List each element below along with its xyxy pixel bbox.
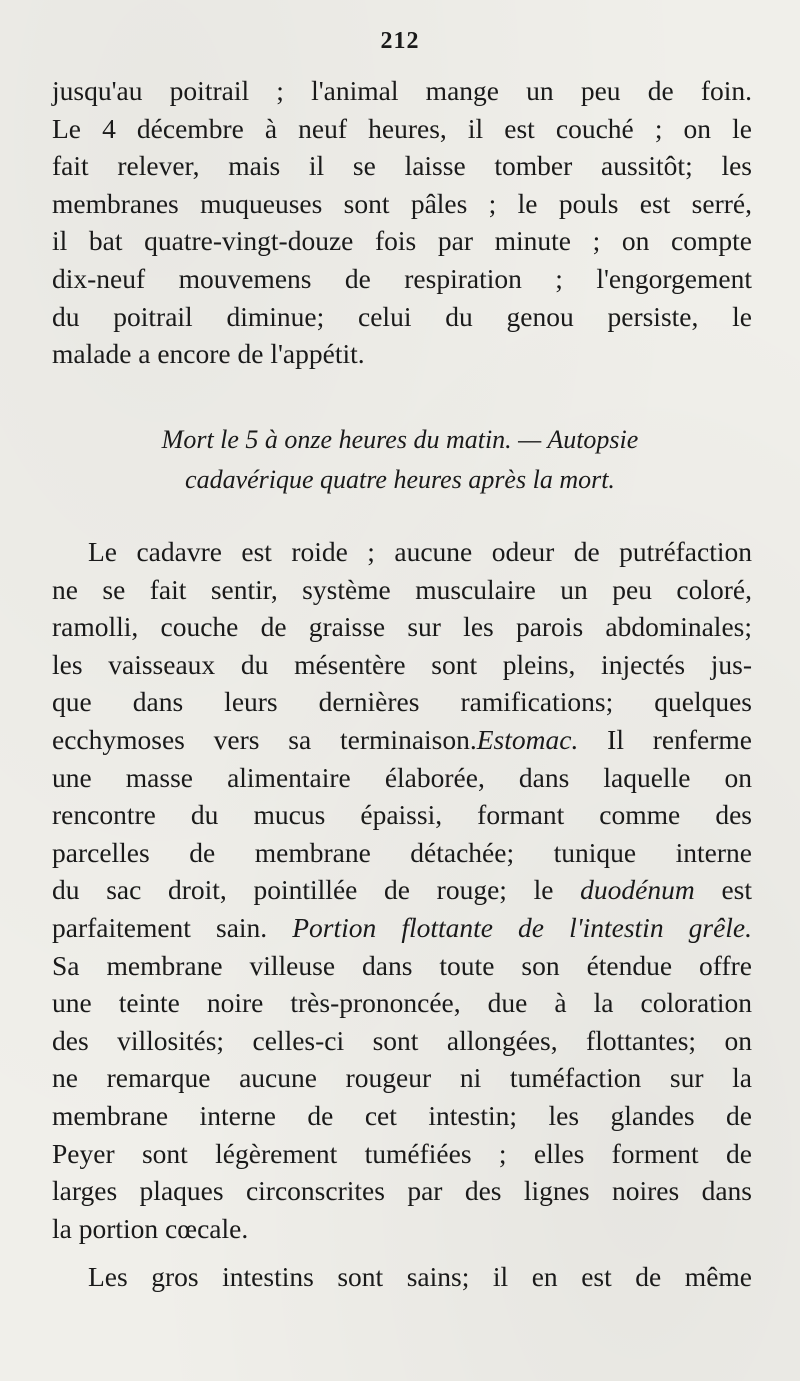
- text-line: une masse alimentaire élaborée, dans laquelle on: [52, 761, 752, 793]
- italic-term: Estomac.: [476, 723, 579, 755]
- text-line: fait relever, mais il se laisse tomber aussitôt; les: [52, 150, 752, 182]
- text-line: parcelles de membrane détachée; tunique interne: [52, 836, 752, 868]
- text-line: une teinte noire très-prononcée, due à la coloration: [52, 987, 752, 1019]
- text-run: du sac droit, pointillée de rouge; le: [52, 874, 581, 906]
- text-line: ne se fait sentir, système musculaire un peu coloré,: [52, 573, 752, 605]
- text-line: malade a encore de l'appétit.: [52, 338, 365, 370]
- text-run: Il renferme: [578, 723, 752, 755]
- text-line: larges plaques circonscrites par des lignes noires dans: [52, 1175, 752, 1207]
- text-line: ramolli, couche de graisse sur les parois abdominales;: [52, 611, 752, 643]
- text-line: des villosités; celles-ci sont allongées, flottantes; on: [52, 1024, 752, 1056]
- text-line: rencontre du mucus épaissi, formant comme des: [52, 799, 752, 831]
- text-line: les vaisseaux du mésentère sont pleins, injectés jus-: [52, 648, 752, 680]
- text-line: Sa membrane villeuse dans toute son étendue offre: [52, 949, 752, 981]
- paragraph-3: [52, 1258, 752, 1296]
- text-run: est: [694, 874, 752, 906]
- heading-line-1: Mort le 5 à onze heures du matin. — Autopsie: [161, 425, 639, 454]
- text-line: Les gros intestins sont sains; il en est de même: [88, 1261, 752, 1292]
- text-line: [52, 871, 752, 909]
- page-number: 212: [380, 28, 420, 54]
- text-run: parfaitement sain.: [52, 911, 293, 943]
- text-line: membrane interne de cet intestin; les glandes de: [52, 1099, 752, 1131]
- text-line: ne remarque aucune rougeur ni tuméfaction sur la: [52, 1062, 752, 1094]
- heading-line-2: cadavérique quatre heures après la mort.: [185, 465, 615, 494]
- text-line: que dans leurs dernières ramifications; quelques: [52, 686, 752, 718]
- text-line: il bat quatre-vingt-douze fois par minute ; on compte: [52, 225, 752, 257]
- text-line: [52, 909, 752, 947]
- text-line: la portion cœcale.: [52, 1212, 249, 1244]
- paragraph-2: [52, 533, 752, 1247]
- text-line: du poitrail diminue; celui du genou persiste, le: [52, 300, 752, 332]
- text-line: Le 4 décembre à neuf heures, il est couché ; on le: [52, 112, 752, 144]
- text-line: Peyer sont légèrement tuméfiées ; elles forment de: [52, 1137, 752, 1169]
- text-line: Le cadavre est roide ; aucune odeur de putréfaction: [88, 536, 752, 567]
- text-line: jusqu'au poitrail ; l'animal mange un peu de foin.: [52, 75, 752, 106]
- italic-term: duodénum: [580, 874, 695, 906]
- paragraph-1: [52, 72, 752, 373]
- text-run: ecchymoses vers sa terminaison.: [52, 723, 477, 755]
- text-line: [52, 721, 752, 759]
- text-line: dix-neuf mouvemens de respiration ; l'engorgement: [52, 262, 752, 294]
- section-heading: [0, 420, 800, 500]
- text-line: membranes muqueuses sont pâles ; le pouls est serré,: [52, 187, 752, 219]
- italic-term: Portion flottante de l'intestin grêle.: [292, 911, 753, 943]
